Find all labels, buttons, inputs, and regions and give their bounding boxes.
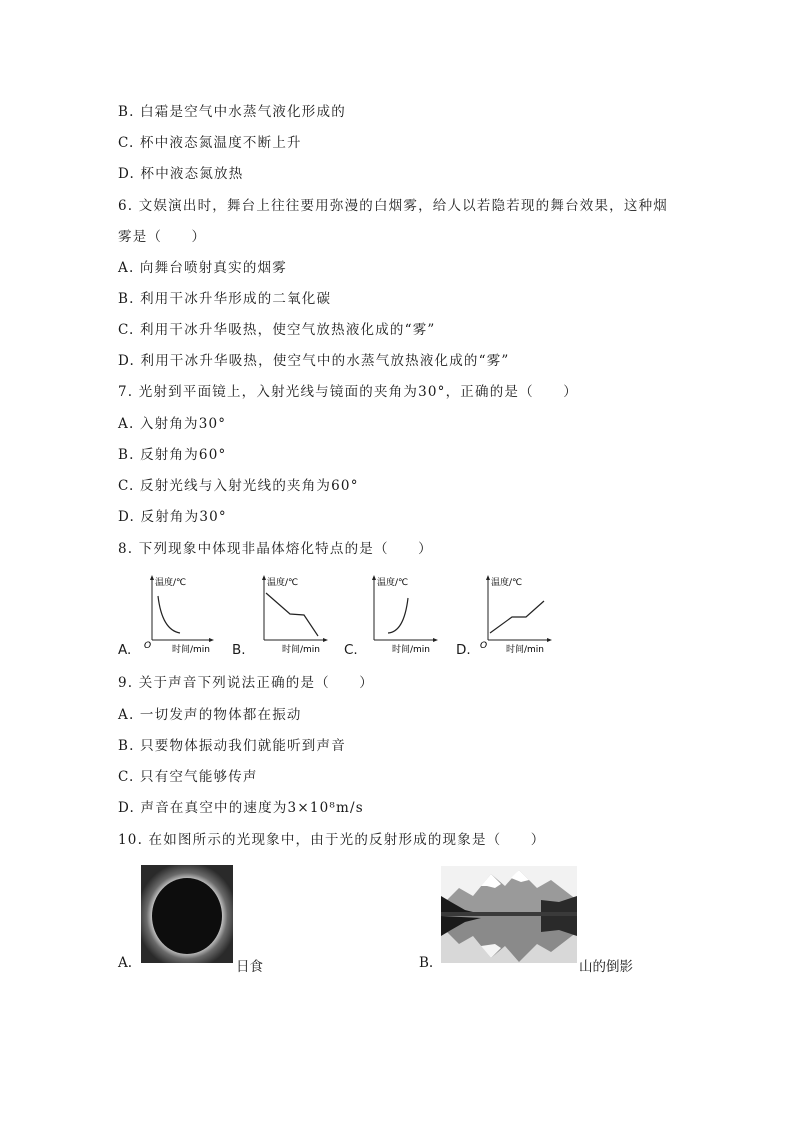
graph-c-curve <box>388 598 408 633</box>
svg-text:O: O <box>480 641 488 651</box>
q9-option-c: C. 只有空气能够传声 <box>118 769 258 785</box>
graph-b-ylabel: 温度/℃ <box>267 578 299 588</box>
graph-d-ylabel: 温度/℃ <box>491 578 523 588</box>
q6-stem-line2: 雾是（ ） <box>118 229 207 245</box>
q8-graph-c[interactable] <box>366 574 440 654</box>
q7-option-b: B. 反射角为60° <box>118 447 227 463</box>
q6-option-d: D. 利用干冰升华吸热，使空气中的水蒸气放热液化成的“雾” <box>118 353 510 369</box>
svg-text:时间/min: 时间/min <box>172 645 211 655</box>
graph-c-ylabel: 温度/℃ <box>377 578 409 588</box>
q7-option-c: C. 反射光线与入射光线的夹角为60° <box>118 478 359 494</box>
q6-stem-line1: 6. 文娱演出时，舞台上往往要用弥漫的白烟雾，给人以若隐若现的舞台效果，这种烟 <box>118 198 668 214</box>
q8-graph-b[interactable] <box>256 574 330 654</box>
q5-option-d: D. 杯中液态氮放热 <box>118 166 244 182</box>
q8-option-b-label: B. <box>232 642 246 658</box>
q10-option-a-label: A. <box>118 955 133 971</box>
svg-text:时间/min: 时间/min <box>392 645 431 655</box>
q6-option-c: C. 利用干冰升华吸热，使空气放热液化成的“雾” <box>118 322 436 338</box>
q7-option-a: A. 入射角为30° <box>118 416 227 432</box>
q8-option-a-label: A. <box>118 642 132 658</box>
q8-option-c-label: C. <box>344 642 358 658</box>
q10-option-b-caption: 山的倒影 <box>579 959 633 975</box>
q5-option-c: C. 杯中液态氮温度不断上升 <box>118 135 302 151</box>
graph-b-curve <box>266 593 318 636</box>
solar-eclipse-image[interactable] <box>141 865 233 963</box>
q8-graph-d[interactable] <box>478 574 552 654</box>
q7-option-d: D. 反射角为30° <box>118 509 227 525</box>
q8-option-d-label: D. <box>456 642 471 658</box>
q9-option-a: A. 一切发声的物体都在振动 <box>118 707 302 723</box>
svg-text:时间/min: 时间/min <box>506 645 545 655</box>
q10-stem: 10. 在如图所示的光现象中，由于光的反射形成的现象是（ ） <box>118 832 546 848</box>
q9-stem: 9. 关于声音下列说法正确的是（ ） <box>118 675 374 691</box>
q6-option-b: B. 利用干冰升华形成的二氧化碳 <box>118 291 332 307</box>
q6-option-a: A. 向舞台喷射真实的烟雾 <box>118 260 287 276</box>
svg-text:时间/min: 时间/min <box>282 645 321 655</box>
q10-option-a-caption: 日食 <box>236 959 263 975</box>
svg-text:O: O <box>144 641 152 651</box>
q8-stem: 8. 下列现象中体现非晶体熔化特点的是（ ） <box>118 541 433 557</box>
q10-option-b-label: B. <box>419 955 434 971</box>
mountain-reflection-image[interactable] <box>441 866 577 963</box>
graph-d-curve <box>490 601 544 633</box>
graph-a-curve <box>158 596 180 633</box>
graph-a-ylabel: 温度/℃ <box>155 578 187 588</box>
q7-stem: 7. 光射到平面镜上，入射光线与镜面的夹角为30°，正确的是（ ） <box>118 384 578 400</box>
q9-option-b: B. 只要物体振动我们就能听到声音 <box>118 738 346 754</box>
q5-option-b: B. 白霜是空气中水蒸气液化形成的 <box>118 104 346 120</box>
q9-option-d: D. 声音在真空中的速度为3×10⁸m/s <box>118 800 364 816</box>
q8-graph-a[interactable] <box>142 574 216 654</box>
